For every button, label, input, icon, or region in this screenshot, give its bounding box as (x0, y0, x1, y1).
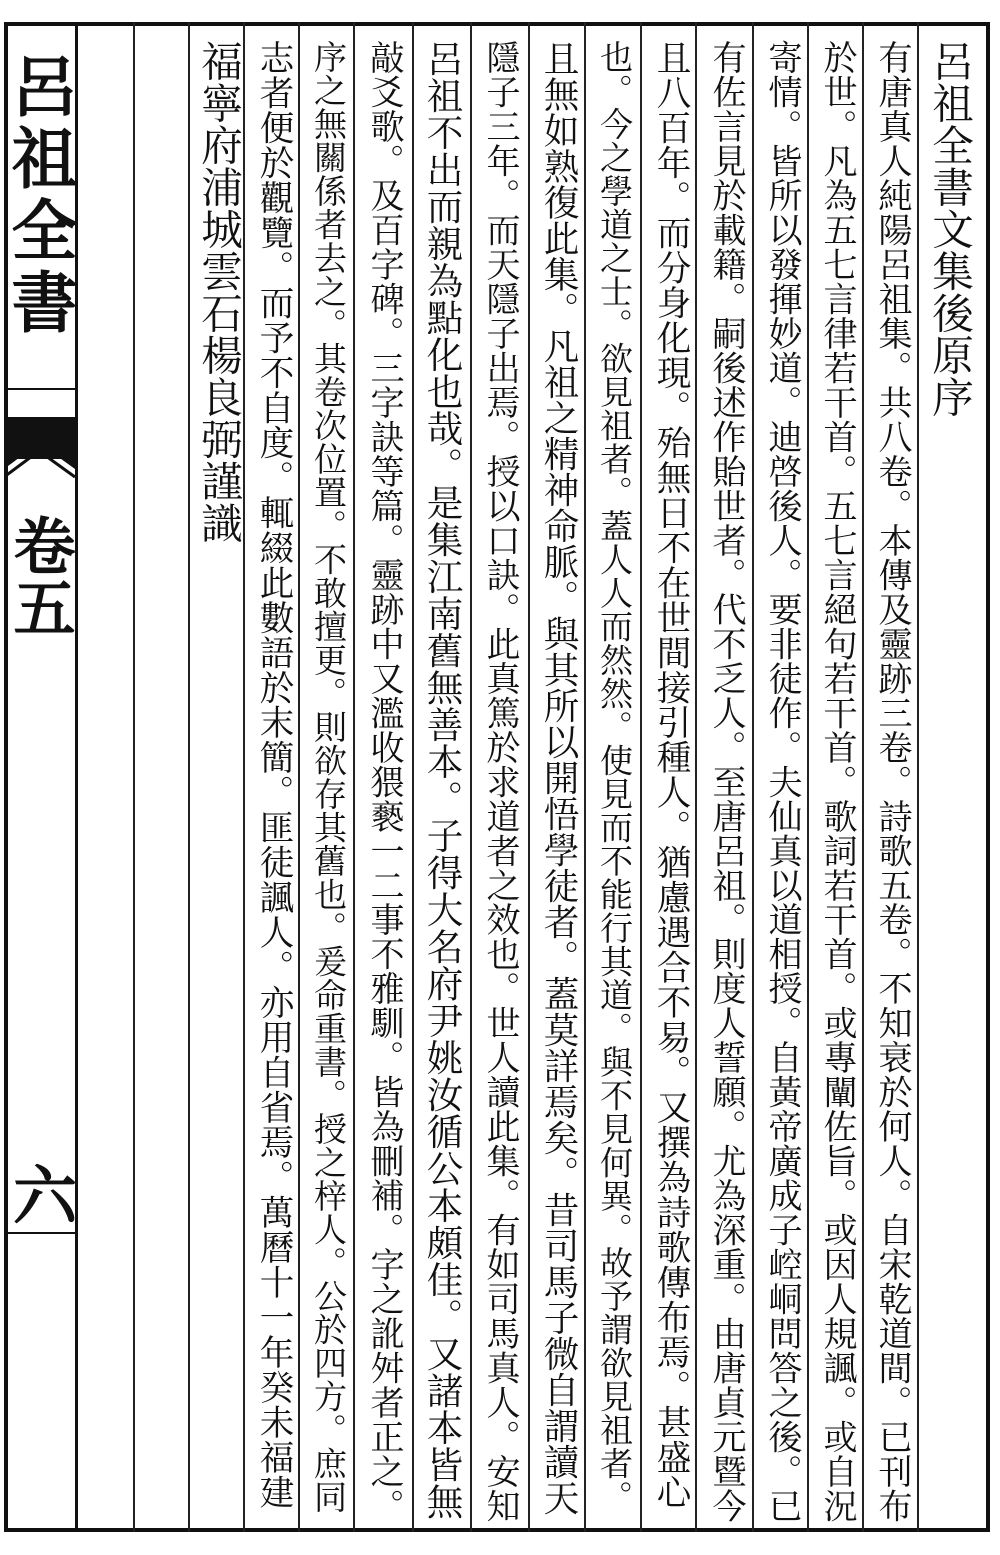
text-column: 寄情。皆所以發揮妙道。迪啓後人。要非徒作。夫仙真以道相授。自黃帝廣成子崆峒問答之後。已 (762, 40, 802, 1524)
signature-line: 福寧府浦城雲石楊良弼謹識 (194, 40, 243, 544)
text-column: 志者便於觀覽。而予不自度。輒綴此數語於末簡。匪徒諷人。亦用自省焉。萬曆十一年癸未福建 (253, 40, 293, 1510)
text-column: 敲爻歌。及百字碑。三字訣等篇。靈跡中又濫收猥褻一二事不雅馴。皆為刪補。字之訛舛者正之。 (364, 40, 404, 1524)
text-column: 且無如熟復此集。凡祖之精神命脈。與其所以開悟學徒者。蓋莫詳焉矣。昔司馬子微自謂讀天 (538, 40, 579, 1516)
fold-margin (0, 22, 78, 1532)
text-column: 有唐真人純陽呂祖集。共八卷。本傳及靈跡三卷。詩歌五卷。不知衰於何人。自宋乾道間。已刊布 (872, 40, 912, 1524)
text-column: 呂祖不出而親為點化也哉。是集江南舊無善本。子得大名府尹姚汝循公本頗佳。又諸本皆無 (421, 40, 464, 1520)
text-column: 隱子三年。而天隱子出焉。授以口訣。此真篤於求道者之效也。世人讀此集。有如司馬真人。安知 (480, 40, 520, 1524)
text-column: 序之無關係者去之。其卷次位置。不敢擅更。則欲存其舊也。爰命重書。授之梓人。公於四方。庶同 (309, 40, 348, 1514)
book-title: 呂祖全書 (0, 52, 78, 340)
column-rule (470, 22, 472, 1532)
text-column: 有佐言見於載籍。嗣後述作貽世者。代不乏人。至唐呂祖。則度人誓願。尤為深重。由唐貞元暨今 (706, 40, 746, 1524)
preface-heading: 呂祖全書文集後原序 (925, 40, 974, 418)
column-rule (188, 22, 190, 1532)
text-column: 也。今之學道之士。欲見祖者。蓋人人而然然。使見而不能行其道。與不見何異。故予謂欲見祖者。 (595, 40, 634, 1514)
fold-margin-rule (4, 1232, 75, 1234)
text-column: 於世。凡為五七言律若干首。五七言絕句若干首。歌詞若干首。或專闡佐旨。或因人規諷。或自況 (817, 40, 857, 1524)
page-number: 六 (2, 1162, 77, 1226)
fishtail-mark (4, 417, 75, 497)
column-rule (528, 22, 530, 1532)
column-rule (133, 22, 135, 1532)
column-rule (412, 22, 414, 1532)
text-column: 且八百年。而分身化現。殆無日不在世間接引種人。猶慮遇合不易。又撰為詩歌傳布焉。甚盛心 (650, 40, 690, 1510)
volume-number: 卷五 (3, 514, 76, 638)
fold-margin-rule (4, 388, 75, 390)
